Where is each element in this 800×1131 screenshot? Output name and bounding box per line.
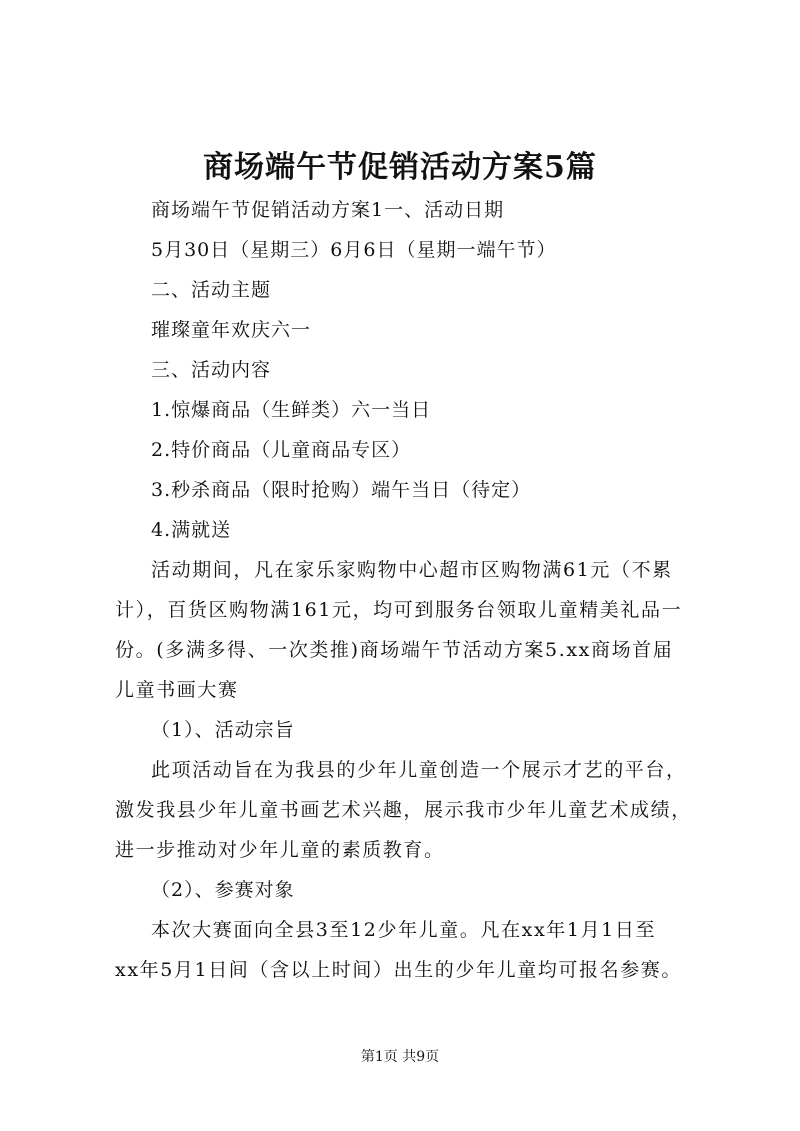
paragraph-purpose <box>115 750 715 870</box>
text-line: 商场端午节促销活动方案1一、活动日期 <box>151 199 505 221</box>
list-item: 1.惊爆商品（生鲜类）六一当日 <box>151 399 432 421</box>
paragraph-line: 计），百货区购物满161元，均可到服务台领取儿童精美礼品一 <box>115 599 683 621</box>
list-item: 3.秒杀商品（限时抢购）端午当日（待定） <box>151 479 532 501</box>
paragraph-line: 激发我县少年儿童书画艺术兴趣，展示我市少年儿童艺术成绩， <box>115 799 692 821</box>
section-heading: 二、活动主题 <box>151 279 272 301</box>
paragraph-line: 活动期间，凡在家乐家购物中心超市区购物满61元（不累 <box>151 559 673 581</box>
page-number: 第1页 共9页 <box>360 1049 440 1065</box>
document-body <box>115 190 715 990</box>
subsection-heading: （1）、活动宗旨 <box>151 719 295 741</box>
paragraph-line: 儿童书画大赛 <box>115 679 239 701</box>
paragraph-line: 份。(多满多得、一次类推)商场端午节活动方案5.xx商场首届 <box>115 639 674 661</box>
list-item: 2.特价商品（儿童商品专区） <box>151 439 412 461</box>
document-title: 商场端午节促销活动方案5篇 <box>203 150 597 185</box>
paragraph-participants <box>115 910 715 990</box>
paragraph-line: 此项活动旨在为我县的少年儿童创造一个展示才艺的平台， <box>151 759 687 781</box>
text-line: 璀璨童年欢庆六一 <box>151 319 312 341</box>
list-item: 4.满就送 <box>151 519 232 541</box>
subsection-heading: （2）、参赛对象 <box>151 879 295 901</box>
text-line: 5月30日（星期三）6月6日（星期一端午节） <box>151 239 557 261</box>
section-heading: 三、活动内容 <box>151 359 272 381</box>
paragraph-promotion <box>115 550 715 710</box>
paragraph-line: 进一步推动对少年儿童的素质教育。 <box>115 839 445 861</box>
paragraph-line: 本次大赛面向全县3至12少年儿童。凡在xx年1月1日至 <box>151 919 657 941</box>
paragraph-line: xx年5月1日间（含以上时间）出生的少年儿童均可报名参赛。 <box>115 959 683 981</box>
